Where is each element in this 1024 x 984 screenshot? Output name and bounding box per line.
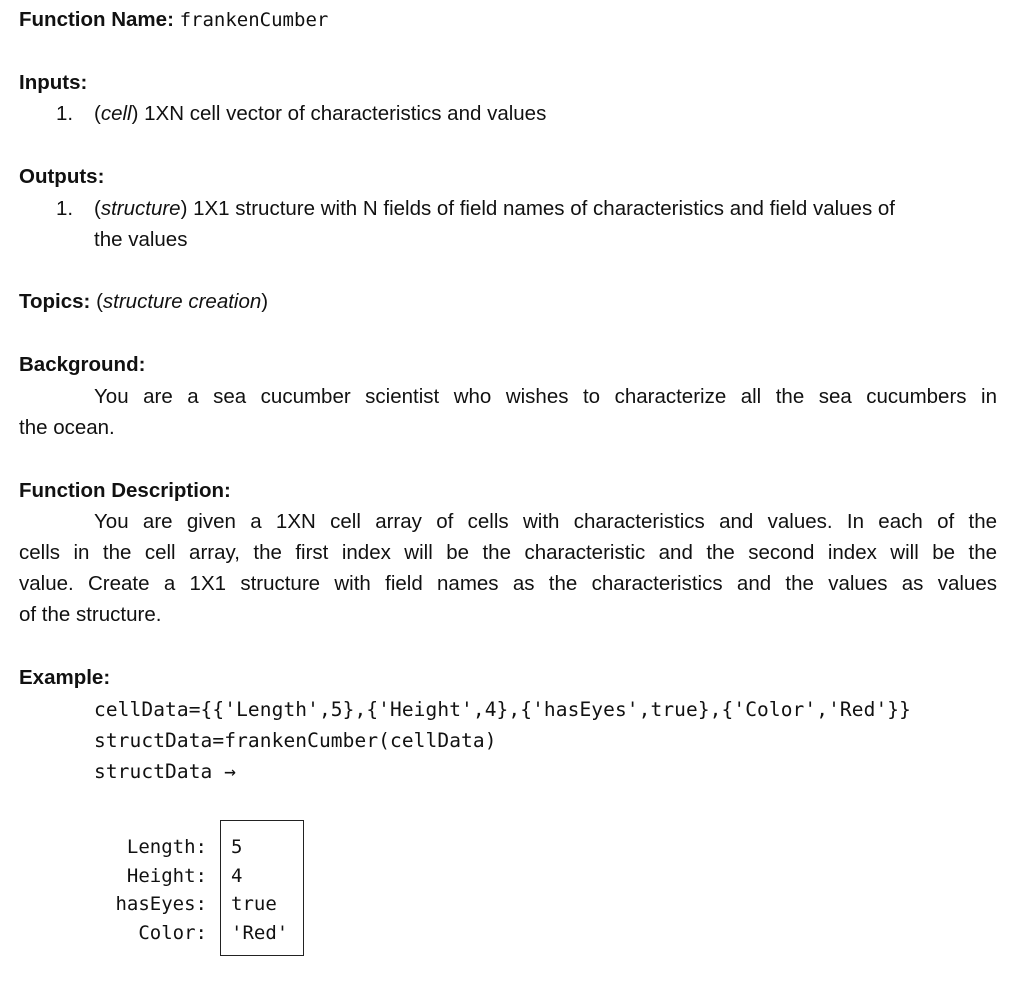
inputs-heading: Inputs: bbox=[19, 71, 88, 94]
description-text-line1: You are given a 1XN cell array of cells with characteristics and values. In each of the bbox=[94, 510, 997, 533]
outputs-heading: Outputs: bbox=[19, 165, 105, 188]
example-code-line3: structData → bbox=[94, 760, 237, 783]
struct-field-key-color: Color: bbox=[138, 921, 207, 944]
description-text-line4: of the structure. bbox=[19, 603, 162, 626]
struct-field-key-height: Height: bbox=[126, 864, 207, 887]
example-heading: Example: bbox=[19, 666, 111, 689]
struct-values-box bbox=[220, 820, 304, 956]
struct-field-key-haseyes: hasEyes: bbox=[115, 893, 207, 915]
outputs-item-text-line1: (structure) 1X1 structure with N fields of field names of characteristics and field values of bbox=[94, 197, 895, 220]
background-text-line1: You are a sea cucumber scientist who wishes to characterize all the sea cucumbers in bbox=[94, 385, 997, 408]
struct-field-key-length: Length: bbox=[126, 836, 207, 858]
description-heading: Function Description: bbox=[19, 479, 231, 502]
inputs-item-type: cell bbox=[100, 102, 132, 125]
topics-line: Topics: (structure creation) bbox=[19, 290, 269, 313]
example-code-line2: structData=frankenCumber(cellData) bbox=[94, 729, 497, 752]
description-text-line3: value. Create a 1X1 structure with field names as the characteristics and the values as values bbox=[19, 572, 997, 595]
topics-label: Topics: bbox=[19, 290, 91, 313]
outputs-item-description: 1X1 structure with N fields of field names of characteristics and field values of bbox=[193, 197, 895, 220]
background-text-line2: the ocean. bbox=[19, 416, 115, 439]
struct-field-value-haseyes: true bbox=[231, 893, 277, 915]
outputs-item-type: structure bbox=[100, 197, 181, 220]
inputs-item-description: 1XN cell vector of characteristics and values bbox=[144, 102, 547, 125]
background-heading: Background: bbox=[19, 353, 146, 376]
inputs-item-number: 1. bbox=[56, 102, 74, 125]
struct-field-value-height: 4 bbox=[231, 864, 243, 887]
struct-field-value-color: 'Red' bbox=[231, 921, 289, 944]
outputs-item-number: 1. bbox=[56, 197, 74, 220]
function-name-value: frankenCumber bbox=[179, 9, 329, 31]
outputs-item-text-line2: the values bbox=[94, 228, 188, 251]
function-name-label: Function Name: bbox=[19, 8, 174, 31]
example-code-line1: cellData={{'Length',5},{'Height',4},{'hasEyes',true},{'Color','Red'}} bbox=[94, 698, 911, 721]
topics-value: structure creation bbox=[102, 290, 262, 313]
inputs-item-text: (cell) 1XN cell vector of characteristics and values bbox=[94, 102, 547, 125]
description-text-line2: cells in the cell array, the first index will be the characteristic and the second index will be the bbox=[19, 541, 997, 564]
struct-field-value-length: 5 bbox=[231, 836, 243, 858]
function-name-line bbox=[19, 8, 328, 32]
